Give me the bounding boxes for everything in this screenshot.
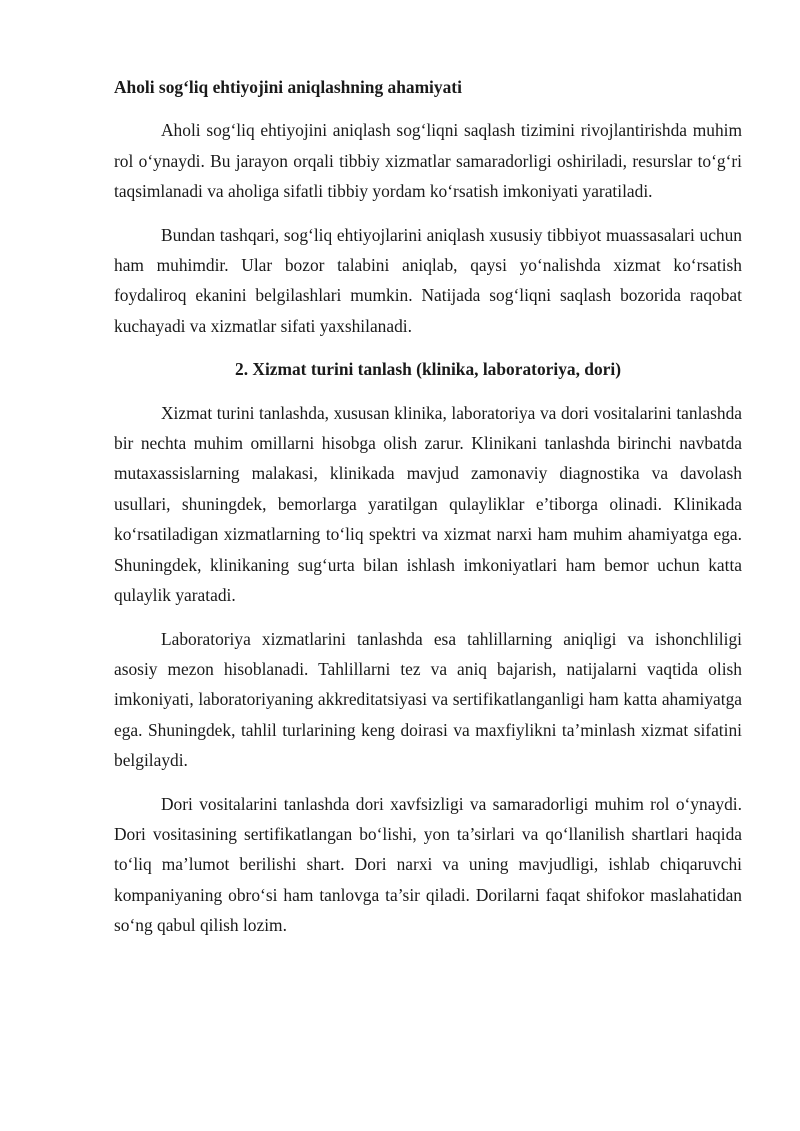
paragraph: Bundan tashqari, sog‘liq ehtiyojlarini aniqlash xususiy tibbiyot muassasalari uchun ham muhimdir. Ular bozor talabini aniqlab, qaysi yo‘nalishda xizmat ko‘rsatish foydaliroq ekanini belgilashlari mumkin. Natijada sog‘liqni saqlash bozorida raqobat kuchayadi va xizmatlar sifati yaxshilanadi. <box>114 224 742 336</box>
section-heading: Aholi sog‘liq ehtiyojini aniqlashning ahamiyati <box>114 77 462 97</box>
section-heading-numbered: 2. Xizmat turini tanlash (klinika, laboratoriya, dori) <box>235 359 621 380</box>
paragraph: Laboratoriya xizmatlarini tanlashda esa tahlillarning aniqligi va ishonchliligi asosiy mezon hisoblanadi. Tahlillarni tez va aniq bajarish, natijalarni vaqtida olish imkoniyati, laboratoriyaning akkreditatsiyasi va sertifikatlanganligi ham katta ahamiyatga ega. Shuningdek, tahlil turlarining keng doirasi va maxfiylikni ta’minlash xizmat sifatini belgilaydi. <box>114 628 742 771</box>
paragraph: Aholi sog‘liq ehtiyojini aniqlash sog‘liqni saqlash tizimini rivojlantirishda muhim rol o‘ynaydi. Bu jarayon orqali tibbiy xizmatlar samaradorligi oshiriladi, resurslar to‘g‘ri taqsimlanadi va aholiga sifatli tibbiy yordam ko‘rsatish imkoniyati yaratiladi. <box>114 120 742 202</box>
paragraph: Dori vositalarini tanlashda dori xavfsizligi va samaradorligi muhim rol o‘ynaydi. Dori vositasining sertifikatlangan bo‘lishi, yon ta’sirlari va qo‘llanilish shartlari haqida to‘liq ma’lumot berilishi shart. Dori narxi va uning mavjudligi, ishlab chiqaruvchi kompaniyaning obro‘si ham tanlovga ta’sir qiladi. Dorilarni faqat shifokor maslahatidan so‘ng qabul qilish lozim. <box>114 793 742 936</box>
paragraph: Xizmat turini tanlashda, xususan klinika, laboratoriya va dori vositalarini tanlashda bir nechta muhim omillarni hisobga olish zarur. Klinikani tanlashda birinchi navbatda mutaxassislarning malakasi, klinikada mavjud zamonaviy diagnostika va davolash usullari, shuningdek, bemorlarga yaratilgan qulayliklar e’tiborga olinadi. Klinikada ko‘rsatiladigan xizmatlarning to‘liq spektri va xizmat narxi ham muhim ahamiyatga ega. Shuningdek, klinikaning sug‘urta bilan ishlash imkoniyatlari ham bemor uchun katta qulaylik yaratadi. <box>114 402 742 606</box>
document-body <box>114 72 742 954</box>
